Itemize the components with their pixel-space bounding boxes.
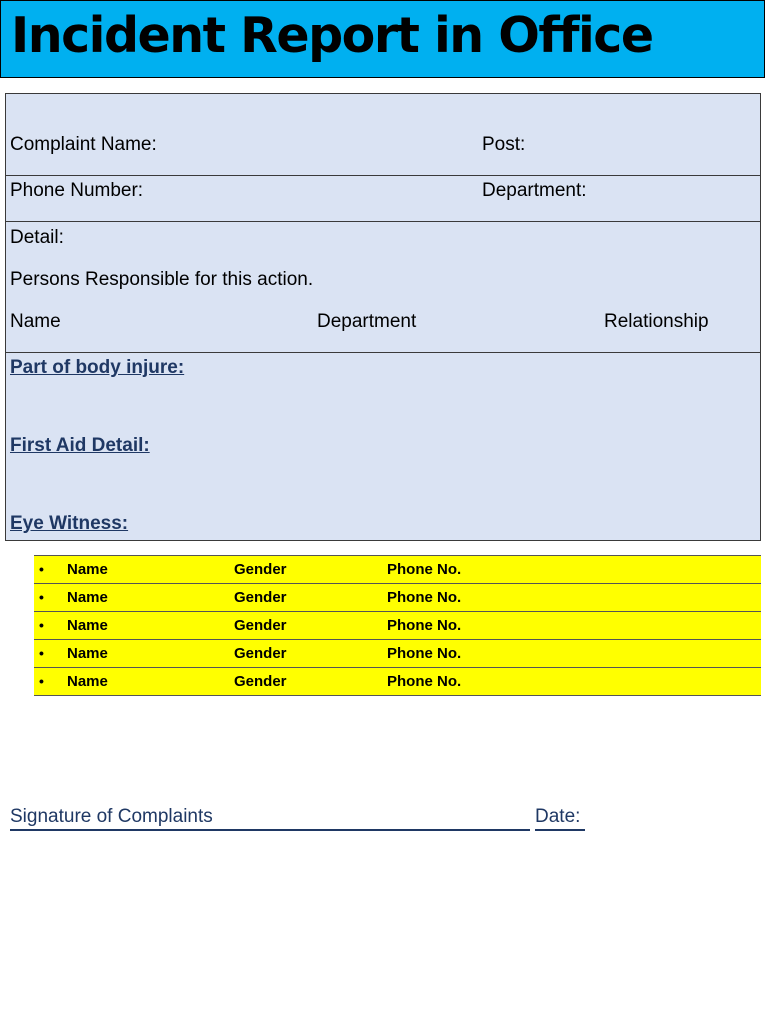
witness-name: Name [67, 617, 108, 634]
complaint-name-label: Complaint Name: [10, 134, 157, 155]
title-banner [0, 0, 765, 78]
responsible-department-header: Department [317, 311, 417, 332]
witness-name: Name [67, 673, 108, 690]
witness-row [34, 668, 761, 696]
persons-responsible-label: Persons Responsible for this action. [10, 269, 314, 290]
bullet-icon: • [39, 673, 44, 689]
bullet-icon: • [39, 617, 44, 633]
witness-row [34, 612, 761, 640]
witness-phone: Phone No. [387, 561, 462, 578]
divider [6, 175, 760, 176]
detail-label: Detail: [10, 227, 64, 248]
witness-gender: Gender [234, 673, 287, 690]
divider [6, 221, 760, 222]
bullet-icon: • [39, 561, 44, 577]
witness-phone: Phone No. [387, 673, 462, 690]
witness-row [34, 556, 761, 584]
signature-label: Signature of Complaints [10, 806, 213, 827]
date-label: Date: [535, 806, 581, 827]
witness-phone: Phone No. [387, 589, 462, 606]
bullet-icon: • [39, 589, 44, 605]
witness-table [34, 555, 761, 696]
witness-row [34, 640, 761, 668]
witness-gender: Gender [234, 617, 287, 634]
signature-line [10, 829, 530, 831]
bullet-icon: • [39, 645, 44, 661]
witness-phone: Phone No. [387, 617, 462, 634]
witness-row [34, 584, 761, 612]
responsible-name-header: Name [10, 311, 61, 332]
witness-name: Name [67, 589, 108, 606]
department-label: Department: [482, 180, 587, 201]
incident-form [5, 93, 761, 541]
witness-name: Name [67, 561, 108, 578]
phone-number-label: Phone Number: [10, 180, 144, 201]
witness-gender: Gender [234, 645, 287, 662]
witness-gender: Gender [234, 561, 287, 578]
post-label: Post: [482, 134, 526, 155]
divider [6, 352, 760, 353]
first-aid-label: First Aid Detail: [10, 435, 150, 456]
responsible-relationship-header: Relationship [604, 311, 709, 332]
page-title: Incident Report in Office [11, 7, 653, 64]
witness-gender: Gender [234, 589, 287, 606]
date-underline [535, 829, 585, 831]
eye-witness-label: Eye Witness: [10, 513, 129, 534]
witness-name: Name [67, 645, 108, 662]
body-injure-label: Part of body injure: [10, 357, 185, 378]
witness-phone: Phone No. [387, 645, 462, 662]
